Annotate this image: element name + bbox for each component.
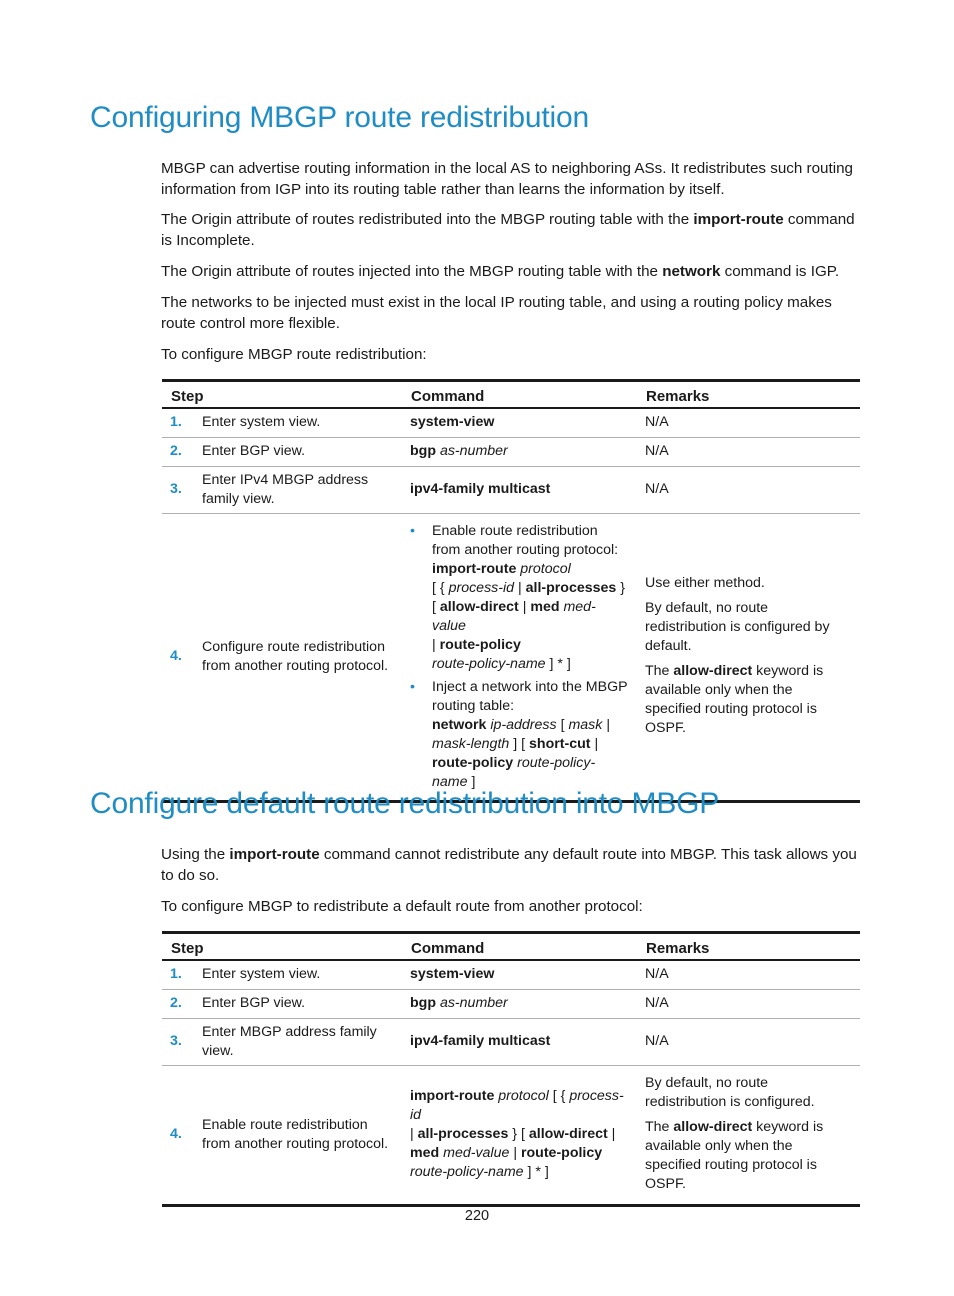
step-command: bgp as-number (402, 989, 637, 1018)
paragraph: The networks to be injected must exist in the local IP routing table, and using a routing policy makes route control more flexible. (161, 294, 832, 332)
table-row (162, 1018, 860, 1065)
step-description: Enter IPv4 MBGP address family view. (194, 466, 402, 513)
step-number: 1. (162, 960, 194, 989)
paragraph: Using the import-route command cannot redistribute any default route into MBGP. This task allows you to do so. (161, 846, 857, 884)
keyword: network (662, 263, 721, 280)
command-option: • Inject a network into the MBGP routing table: network ip-address [ mask | mask-length ] [ short-cut | route-policy route-policy-name ] (432, 678, 629, 792)
column-header-command: Command (402, 933, 637, 961)
step-command (402, 513, 637, 801)
command-option: • Enable route redistribution from another routing protocol: import-route protocol [ { process-id | all-processes } [ allow-direct | med med-value | route-policy route-policy-name ] * ] (432, 522, 629, 674)
command-options-list (410, 522, 629, 792)
step-remarks: By default, no route redistribution is configured. The allow-direct keyword is available only when the specified routing protocol is OSPF. (637, 1065, 860, 1205)
table-header-row (162, 381, 860, 409)
step-remarks: N/A (637, 408, 860, 437)
section-title: Configuring MBGP route redistribution (90, 101, 589, 134)
paragraph: The Origin attribute of routes injected into the MBGP routing table with the network command is IGP. (161, 263, 840, 280)
step-description: Enter system view. (194, 960, 402, 989)
step-command: system-view (402, 408, 637, 437)
step-number: 2. (162, 437, 194, 466)
step-command: ipv4-family multicast (402, 466, 637, 513)
paragraph: To configure MBGP to redistribute a default route from another protocol: (161, 898, 643, 915)
step-number: 4. (162, 1065, 194, 1205)
config-steps-table (162, 379, 860, 803)
keyword: import-route (229, 846, 320, 863)
step-number: 4. (162, 513, 194, 801)
paragraph: The Origin attribute of routes redistributed into the MBGP routing table with the import-route command is Incomplete. (161, 211, 855, 249)
config-steps-table (162, 931, 860, 1207)
step-remarks: Use either method. By default, no route redistribution is configured by default. The allow-direct keyword is available only when the specified routing protocol is OSPF. (637, 513, 860, 801)
step-number: 3. (162, 1018, 194, 1065)
step-remarks: N/A (637, 1018, 860, 1065)
column-header-remarks: Remarks (637, 933, 860, 961)
step-command: ipv4-family multicast (402, 1018, 637, 1065)
table-row (162, 466, 860, 513)
step-description: Enter BGP view. (194, 989, 402, 1018)
step-remarks: N/A (637, 466, 860, 513)
column-header-step: Step (162, 933, 402, 961)
step-remarks: N/A (637, 437, 860, 466)
page-number: 220 (464, 1208, 490, 1224)
column-header-command: Command (402, 381, 637, 409)
table-row (162, 437, 860, 466)
table-row (162, 989, 860, 1018)
paragraph: To configure MBGP route redistribution: (161, 346, 427, 363)
step-description: Enter MBGP address family view. (194, 1018, 402, 1065)
step-remarks: N/A (637, 960, 860, 989)
paragraph: MBGP can advertise routing information in the local AS to neighboring ASs. It redistributes such routing information from IGP into its routing table rather than learns the information by itself. (161, 160, 853, 198)
step-number: 3. (162, 466, 194, 513)
step-number: 1. (162, 408, 194, 437)
step-description: Enable route redistribution from another routing protocol. (194, 1065, 402, 1205)
column-header-remarks: Remarks (637, 381, 860, 409)
step-command: import-route protocol [ { process-id | all-processes } [ allow-direct | med med-value | route-policy route-policy-name ] * ] (402, 1065, 637, 1205)
column-header-step: Step (162, 381, 402, 409)
table-row (162, 513, 860, 801)
step-description: Configure route redistribution from another routing protocol. (194, 513, 402, 801)
step-remarks: N/A (637, 989, 860, 1018)
table-row (162, 1065, 860, 1205)
table-row (162, 960, 860, 989)
step-command: bgp as-number (402, 437, 637, 466)
table-row (162, 408, 860, 437)
keyword: import-route (693, 211, 784, 228)
step-description: Enter BGP view. (194, 437, 402, 466)
section-title: Configure default route redistribution into MBGP (90, 787, 720, 820)
step-number: 2. (162, 989, 194, 1018)
table-header-row (162, 933, 860, 961)
step-description: Enter system view. (194, 408, 402, 437)
step-command: system-view (402, 960, 637, 989)
